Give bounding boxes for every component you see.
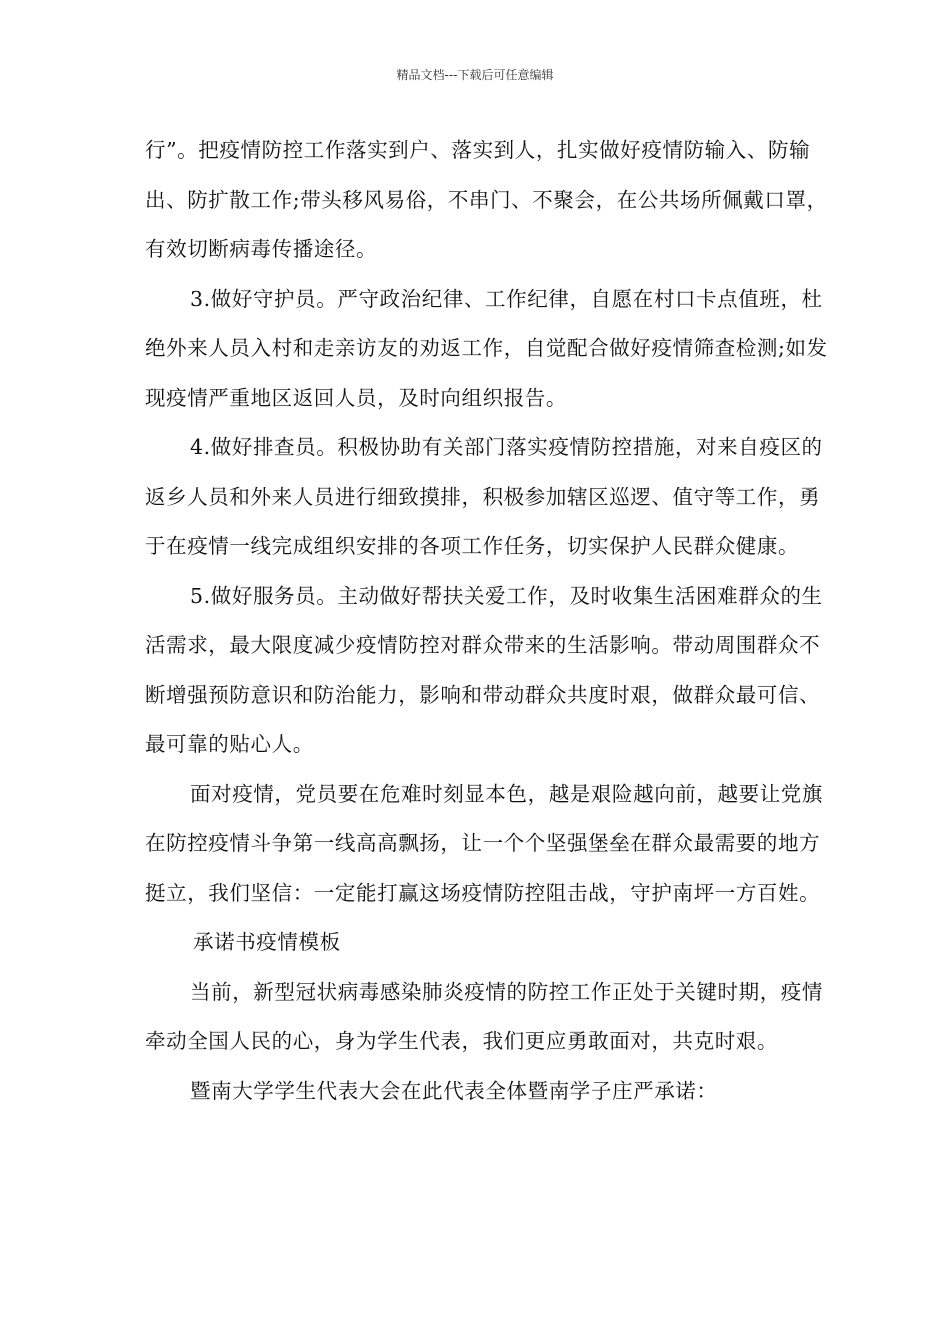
paragraph-3: 4.做好排查员。积极协助有关部门落实疫情防控措施，对来自疫区的返乡人员和外来人员进行细致摸排，积极参加辖区巡逻、值守等工作，勇于在疫情一线完成组织安排的各项工作任务，切实保护人民群众健康。 [145, 435, 823, 558]
paragraph-2: 3.做好守护员。严守政治纪律、工作纪律，自愿在村口卡点值班，杜绝外来人员入村和走亲访友的劝返工作，自觉配合做好疫情筛查检测;如发现疫情严重地区返回人员，及时向组织报告。 [145, 286, 828, 410]
section-title: 承诺书疫情模板 [193, 930, 341, 954]
document-body [145, 126, 835, 1116]
paragraph-5 [145, 770, 835, 968]
page-header: 精品文档---下载后可任意编辑 [396, 68, 554, 82]
paragraph-1: 行”。把疫情防控工作落实到户、落实到人，扎实做好疫情防输入、防输出、防扩散工作;带头移风易俗，不串门、不聚会，在公共场所佩戴口罩，有效切断病毒传播途径。 [145, 138, 828, 261]
paragraph-7: 暨南大学学生代表大会在此代表全体暨南学子庄严承诺： [190, 1078, 718, 1103]
paragraph-6: 当前，新型冠状病毒感染肺炎疫情的防控工作正处于关键时期，疫情牵动全国人民的心，身为学生代表，我们更应勇敢面对，共克时艰。 [145, 979, 823, 1053]
paragraph-4: 5.做好服务员。主动做好帮扶关爱工作，及时收集生活困难群众的生活需求，最大限度减少疫情防控对群众带来的生活影响。带动周围群众不断增强预防意识和防治能力，影响和带动群众共度时艰，做群众最可信、最可靠的贴心人。 [145, 583, 823, 756]
paragraph-5-text: 面对疫情，党员要在危难时刻显本色，越是艰险越向前，越要让党旗在防控疫情斗争第一线高高飘扬，让一个个坚强堡垒在群众最需要的地方挺立，我们坚信：一定能打赢这场疫情防控阻击战，守护南坪一方百姓。 [145, 781, 823, 905]
